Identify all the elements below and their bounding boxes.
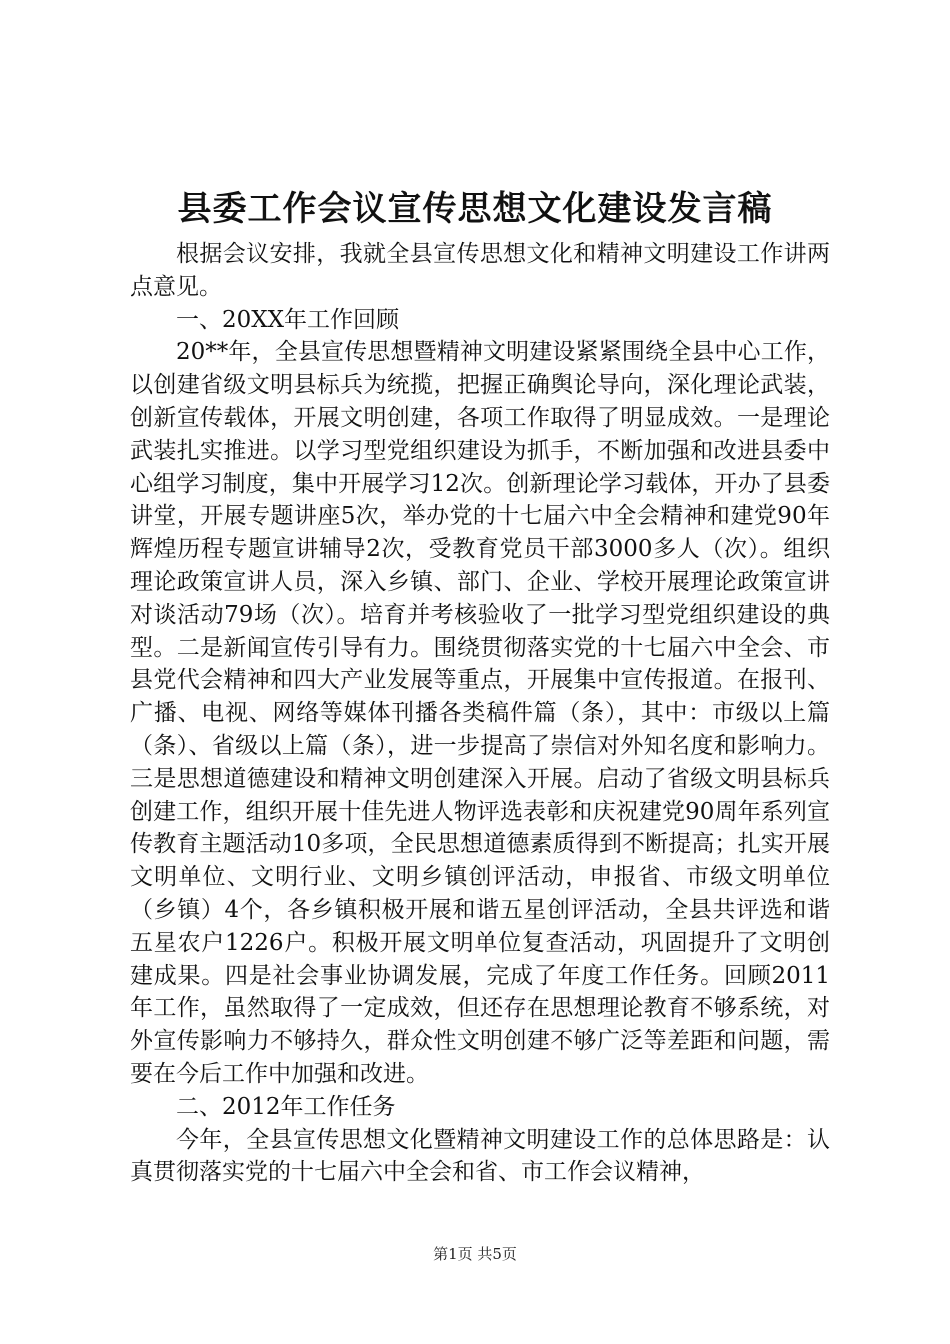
paragraph-review: 20**年，全县宣传思想暨精神文明建设紧紧围绕全县中心工作，以创建省级文明县标兵为统揽，把握正确舆论导向，深化理论武装，创新宣传载体，开展文明创建，各项工作取得了明显成效。一是理论武装扎实推进。以学习型党组织建设为抓手，不断加强和改进县委中心组学习制度，集中开展学习12次。创新理论学习载体，开办了县委讲堂，开展专题讲座5次，举办党的十七届六中全会精神和建党90年辉煌历程专题宣讲辅导2次，受教育党员干部3000多人（次）。组织理论政策宣讲人员，深入乡镇、部门、企业、学校开展理论政策宣讲对谈活动79场（次）。培育并考核验收了一批学习型党组织建设的典型。二是新闻宣传引导有力。围绕贯彻落实党的十七届六中全会、市县党代会精神和四大产业发展等重点，开展集中宣传报道。在报刊、广播、电视、网络等媒体刊播各类稿件篇（条），其中：市级以上篇（条）、省级以上篇（条），进一步提高了崇信对外知名度和影响力。三是思想道德建设和精神文明创建深入开展。启动了省级文明县标兵创建工作，组织开展十佳先进人物评选表彰和庆祝建党90周年系列宣传教育主题活动10多项，全民思想道德素质得到不断提高；扎实开展文明单位、文明行业、文明乡镇创评活动，申报省、市级文明单位（乡镇）4个，各乡镇积极开展和谐五星创评活动，全县共评选和谐五星农户1226户。积极开展文明单位复查活动，巩固提升了文明创建成果。四是社会事业协调发展，完成了年度工作任务。回顾2011年工作，虽然取得了一定成效，但还存在思想理论教育不够系统，对外宣传影响力不够持久，群众性文明创建不够广泛等差距和问题，需要在今后工作中加强和改进。 xyxy=(130,339,830,1087)
document-title: 县委工作会议宣传思想文化建设发言稿 xyxy=(177,189,773,229)
document-body xyxy=(130,238,830,1189)
paragraph-intro: 根据会议安排，我就全县宣传思想文化和精神文明建设工作讲两点意见。 xyxy=(130,241,830,300)
section-heading-tasks: 二、2012年工作任务 xyxy=(176,1093,396,1120)
page-footer: 第1页 共5页 xyxy=(433,1245,517,1263)
section-heading-review: 一、20XX年工作回顾 xyxy=(176,306,400,333)
paragraph-tasks: 今年，全县宣传思想文化暨精神文明建设工作的总体思路是：认真贯彻落实党的十七届六中全会和省、市工作会议精神， xyxy=(130,1126,830,1186)
